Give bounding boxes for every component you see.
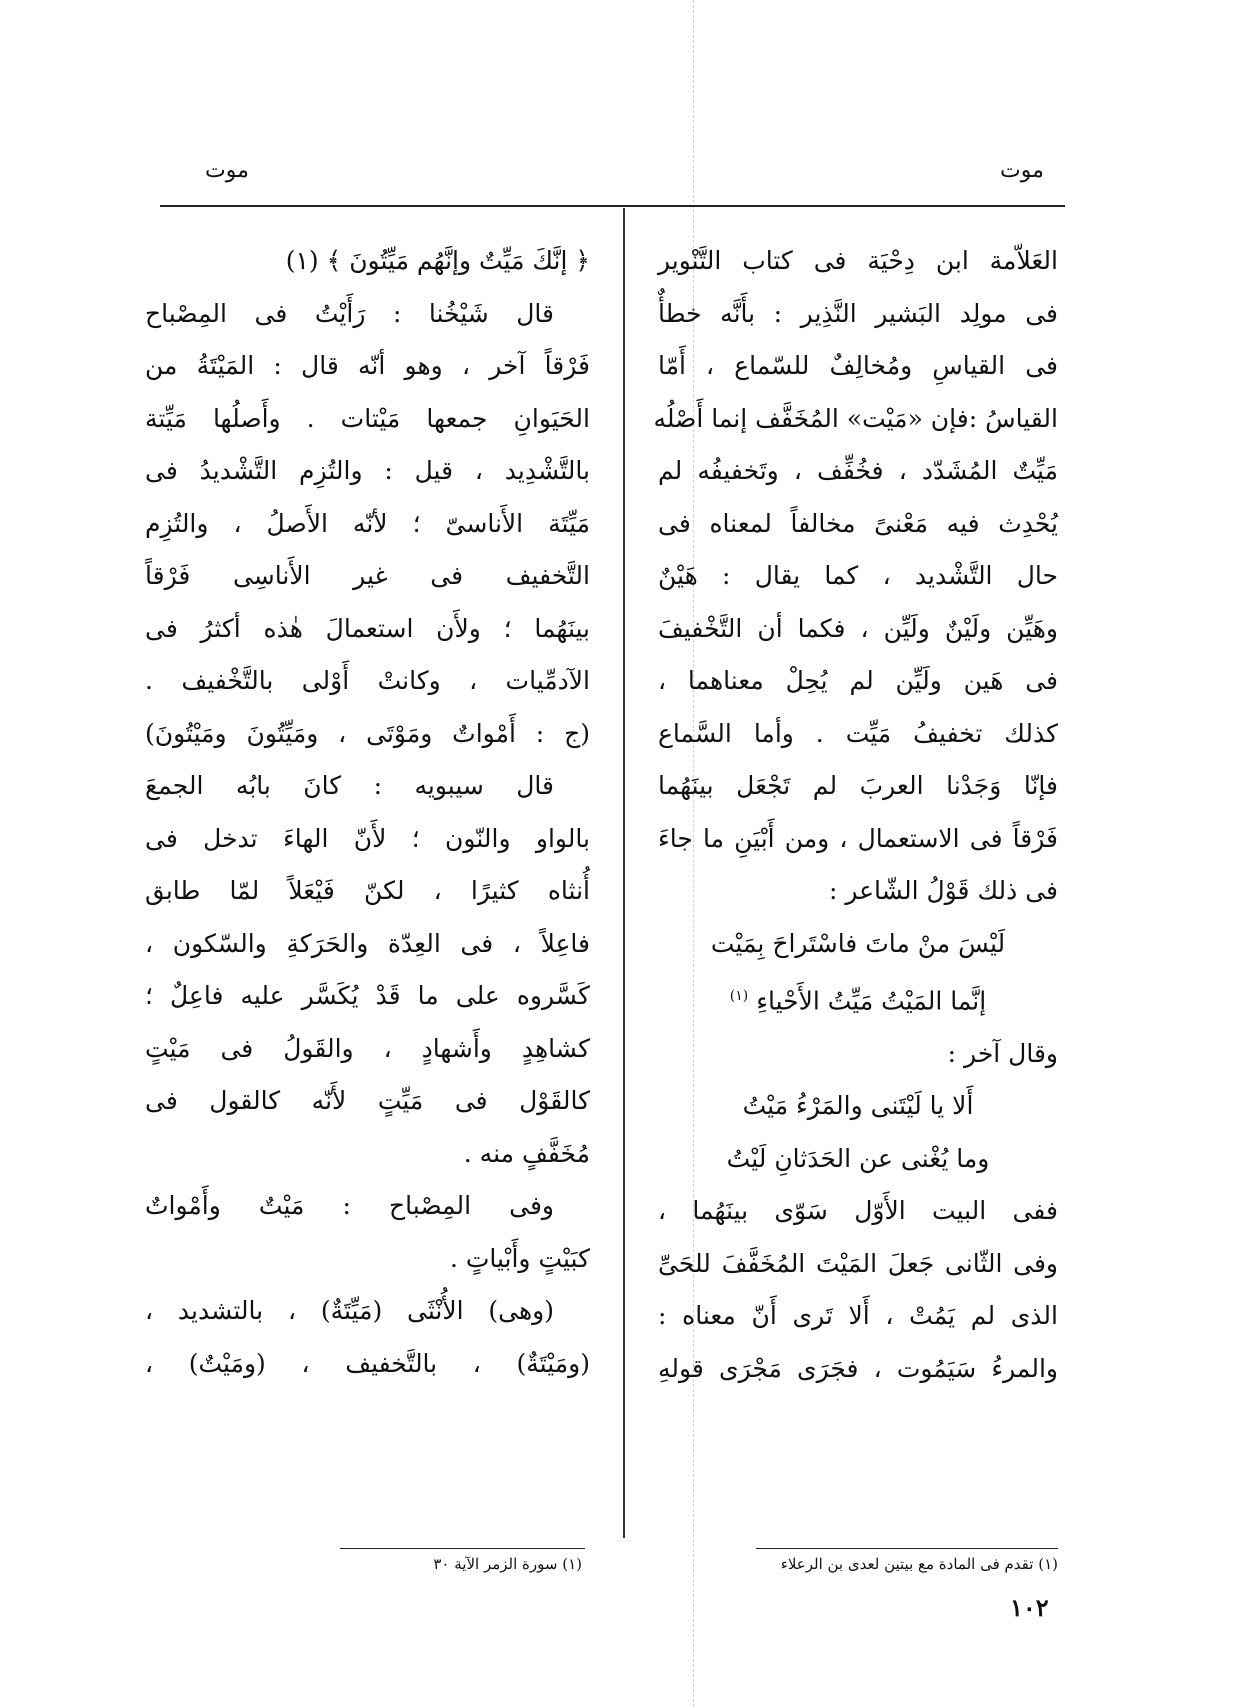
footnote-left: (١) سورة الزمر الآية ٣٠ [433, 1555, 582, 1573]
text-line: التَّخفيف فى غير الأَناسِى فَرْقاً [145, 561, 590, 590]
text-line: فَرْقاً فى الاستعمال ، ومن أَبْيَنِ ما جاءَ [658, 823, 1058, 853]
text-line: كذلك تخفيفُ مَيِّت . وأما السَّماع [658, 718, 1058, 748]
text-line: وفى المِصْباح : مَيْتٌ وأَمْواتٌ [145, 1191, 554, 1220]
text-line: (ومَيْتَةٌ) ، بالتَّخفيف ، (ومَيْتٌ) ، [145, 1348, 590, 1378]
verse-line [658, 970, 1058, 1028]
text-line: الآدمِّيات ، وكانتْ أَوْلى بالتَّخْفيف . [145, 666, 590, 695]
verse-line: أَلا يا لَيْتَنى والمَرْءُ مَيْتُ [742, 1091, 974, 1121]
text-line: فى هَين ولَيِّن لم يُحِلْ معناهما ، [658, 666, 1058, 695]
footnote-right: (١) تقدم فى المادة مع بيتين لعدى بن الرعلاء [780, 1555, 1058, 1573]
text-line: كَسَّروه على ما قَدْ يُكَسَّر عليه فاعِلٌ ؛ [145, 981, 590, 1010]
text-line: وهَيِّن ولَيْنٌ ولَيِّن ، فكما أن التَّخْفيفَ [658, 613, 1058, 643]
text-line: يُحْدِث فيه مَعْنىً مخالفاً لمعناه فى [658, 508, 1058, 538]
text-line: حال التَّشْديد ، كما يقال : هَيْنٌ [658, 561, 1058, 590]
text-line: فى مولِد البَشير النَّذِير : بأَنَّه خطأٌ [658, 298, 1058, 328]
text-line: فى القياسِ ومُخالِفٌ للسّماع ، أَمّا [658, 351, 1058, 380]
text-line: مَيِّتَة الأَناسىّ ؛ لأنّه الأَصلُ ، والتُزِم [145, 508, 590, 538]
text-line: الذى لم يَمُتْ ، أَلا تَرى أَنّ معناه : [658, 1301, 1058, 1331]
text-line: العَلاّمة ابن دِحْيَة فى كتاب التَّنْوير [658, 246, 1058, 275]
text-line: فإنّا وَجَدْنا العربَ لم تَجْعَل بينَهُما [658, 771, 1058, 800]
text-line: قال شَيْخُنا : رَأَيْتُ فى المِصْباح [145, 298, 554, 328]
page-number: ١٠٢ [1010, 1593, 1049, 1622]
quran-verse: ﴿ إنَّكَ مَيِّتٌ وإنَّهُم مَيِّتُونَ ﴾ (١) [285, 246, 590, 275]
text-line: كشاهِدٍ وأَشهادٍ ، والقَولُ فى مَيْتٍ [145, 1033, 590, 1063]
text-line: كالقَوْل فى مَيِّتٍ لأَنّه كالقول فى [145, 1086, 590, 1115]
verse-line: لَيْسَ منْ ماتَ فاسْتَراحَ بِمَيْت [710, 928, 1006, 958]
text-line: وفى الثّانى جَعلَ المَيْتَ المُخَفَّفَ للحَىِّ [658, 1248, 1058, 1278]
footnote-rule-left [340, 1548, 585, 1549]
text-line: بينَهُما ؛ ولأَن استعمالَ هٰذه أكثرُ فى [145, 613, 590, 643]
footnote-marker: (١) [729, 988, 749, 1004]
text-line: كبَيْتٍ وأَبْياتٍ . [449, 1243, 590, 1273]
text-line: فَرْقاً آخر ، وهو أنّه قال : المَيْتَةُ من [145, 351, 590, 380]
text-line: بالتَّشْدِيد ، قيل : والتُزِم التَّشْديدُ فى [145, 456, 590, 485]
text-line: مَيِّتٌ المُشَدّد ، فخُفِّف ، وتَخفيفُه لم [658, 456, 1058, 485]
running-head-left: موت [205, 158, 249, 183]
right-column [653, 235, 1058, 1395]
text-line: فى ذلك قَوْلُ الشّاعر : [828, 876, 1058, 905]
running-head-right: موت [1000, 158, 1044, 183]
text-line: فاعِلاً ، فى العِدّة والحَرَكةِ والسّكون ، [145, 928, 590, 958]
text-line: ففى البيت الأَوّل سَوّى بينَهُما ، [658, 1196, 1058, 1226]
footnote-rule-right [756, 1548, 1058, 1549]
text-line: القياسُ :فإن «مَيْت» المُخَفَّف إنما أَصْلُه [653, 403, 1058, 433]
text-line: والمرءُ سَيَمُوت ، فجَرَى مَجْرَى قولهِ [658, 1353, 1058, 1383]
text-line: بالواو والنّون ؛ لأَنّ الهاءَ تدخل فى [145, 823, 590, 853]
text-line: مُخَفَّفٍ منه . [463, 1138, 590, 1168]
verse-intro: وقال آخر : [947, 1038, 1058, 1068]
text-line: الحَيَوانِ جمعها مَيْتات . وأَصلُها مَيِّتة [145, 403, 590, 433]
header-rule [160, 205, 1065, 207]
plural-entry: (ج : أَمْواتٌ ومَوْتَى ، ومَيِّتُونَ ومَيْتُونَ) [145, 718, 590, 748]
verse-text: إنَّما المَيْتُ مَيِّتُ الأَحْياءِ [756, 986, 987, 1016]
column-divider [623, 208, 625, 1538]
text-line: أُنثاه كثيرًا ، لكنّ فَيْعَلاً لمّا طابق [145, 876, 590, 905]
text-line: (وهى) الأُنْثَى (مَيِّتَةٌ) ، بالتشديد ، [145, 1296, 554, 1325]
text-line: قال سيبويه : كانَ بابُه الجمعَ [145, 771, 554, 800]
verse-line: وما يُغْنى عن الحَدَثانِ لَيْتُ [726, 1143, 990, 1173]
left-column [145, 235, 590, 1390]
